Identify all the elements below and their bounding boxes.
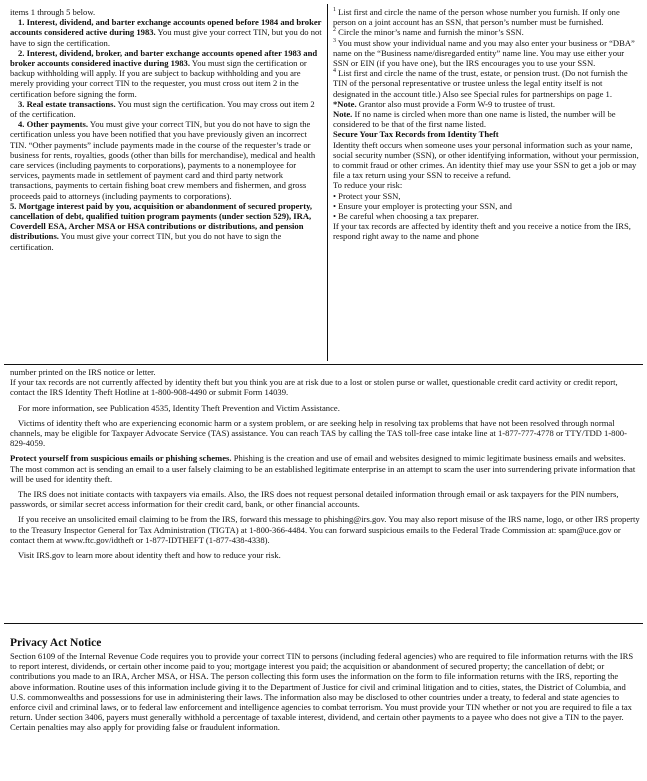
item-4-body: You must give your correct TIN, but you do not have to sign the certification unless you have been notified that you have previously given an incorrect TIN. “Other payments” include payments made in the course of the requester’s trade or business for rents, royalties, goods (other than bills for merchandise), medical and health care services (including payments to corporations), payments to a nonemployee for services, payments made in settlement of payment card and third party network transactions, payments to certain fishing boat crew members and fishermen, and gross proceeds paid to attorneys (including payments to corporations). [10, 119, 316, 201]
note-name-label: Note. [333, 109, 353, 120]
footnote-4-text: List first and circle the name of the trust, estate, or pension trust. (Do not furnish the TIN of the personal representative or trustee unless the legal entity itself is not designated in the account title.) Also see Special rules for partnerships on page 1. [333, 68, 628, 99]
item-3-body: You must sign the certification. You may cross out item 2 of the certification. [10, 98, 315, 120]
item-4-heading: 4. Other payments. [18, 119, 89, 130]
publication-paragraph: For more information, see Publication 4535, Identity Theft Prevention and Victim Assistance. [18, 402, 340, 413]
footnote-3 [333, 38, 641, 69]
privacy-body: Section 6109 of the Internal Revenue Code requires you to provide your correct TIN to persons (including federal agencies) who are required to file information returns with the IRS to report interest, dividends, or certain other income paid to you; mortgage interest you paid; the acquisition or abandonment of secured property; the cancellation of debt; or contributions you made to an IRA, Archer MSA, or HSA. The person collecting this form uses the information on the form to file information returns with the IRS, reporting the above information. Routine uses of this information include giving it to the Department of Justice for civil and criminal litigation and to cities, states, the District of Columbia, and U.S. commonwealths and possessions for use in administering their laws. The information also may be disclosed to other countries under a treaty, to federal and state agencies to enforce civil and criminal laws, or to federal law enforcement and intelligence agencies to combat terrorism. You must provide your TIN whether or not you are required to file a tax return. Under section 3406, payers must generally withhold a percentage of taxable interest, dividend, and certain other payments to a payee who does not give a TIN to the payer. Certain penalties may also apply for providing false or fraudulent information. [10, 651, 634, 733]
secure-records-body: Identity theft occurs when someone uses your personal information such as your name, social security number (SSN), or other identifying information, without your permission, to commit fraud or other crimes. An identity thief may use your SSN to get a job or may file a tax return using your SSN to receive a refund. [333, 139, 639, 181]
item-2-body: You must sign the certification or backup withholding will apply. If you are subject to backup withholding and you are merely providing your correct TIN to the requester, you must cross out item 2 in the certification before signing the form. [10, 58, 307, 99]
report-phishing-paragraph: If you receive an unsolicited email claiming to be from the IRS, forward this message to phishing@irs.gov. You may also report misuse of the IRS name, logo, or other IRS property to the Treasury Inspector General for Tax Administration (TIGTA) at 1-800-366-4484. You can forward suspicious emails to the Federal Trade Commission at: spam@uce.gov or contact them at www.ftc.gov/idtheft or 1-877-IDTHEFT (1-877-438-4338). [10, 514, 640, 545]
item-3 [10, 99, 323, 119]
item-1-body: You must give your correct TIN, but you do not have to sign the certification. [10, 27, 322, 48]
intro-text: items 1 through 5 below. [10, 7, 96, 17]
continuation-line: number printed on the IRS notice or letter. [10, 367, 156, 377]
note-grantor [333, 99, 641, 109]
note-grantor-label: *Note. [333, 98, 357, 109]
section-divider-top [4, 364, 643, 365]
identity-theft-affected-text: If your tax records are affected by identity theft and you receive a notice from the IRS, respond right away to the name and phone [333, 221, 631, 242]
footnote-2-text: Circle the minor’s name and furnish the minor’s SSN. [338, 27, 524, 38]
item-1-heading: 1. Interest, dividend, and barter exchange accounts opened before 1984 and broker accounts considered active during 1983. [10, 17, 322, 38]
left-column [10, 7, 323, 252]
item-2-heading: 2. Interest, dividend, broker, and barter exchange accounts opened after 1983 and broker accounts considered inactive during 1983. [10, 47, 318, 69]
item-3-heading: 3. Real estate transactions. [18, 98, 116, 109]
item-1 [10, 17, 323, 48]
footnote-1 [333, 7, 641, 27]
privacy-section [10, 637, 640, 733]
irs-no-email-paragraph: The IRS does not initiate contacts with taxpayers via emails. Also, the IRS does not request personal detailed information through email or ask taxpayers for the PIN numbers, passwords, or similar secret access information for their credit card, bank, or other financial accounts. [10, 489, 619, 510]
footnote-1-number: 1 [333, 7, 336, 14]
item-2 [10, 48, 323, 99]
note-name-text: If no name is circled when more than one name is listed, the number will be considered to be that of the first name listed. [333, 109, 616, 130]
footnote-3-text: You must show your individual name and you may also enter your business or “DBA” name on the “Business name/disregarded entity” name line. You may use either your SSN or EIN (if you have one), but the IRS encourages you to use your SSN. [333, 37, 635, 69]
visit-irs-paragraph: Visit IRS.gov to learn more about identity theft and how to reduce your risk. [18, 550, 281, 561]
hotline-paragraph: If your tax records are not currently affected by identity theft but you think you are at risk due to a lost or stolen purse or wallet, questionable credit card activity or credit report, contact the IRS Identity Theft Hotline at 1-800-908-4490 or submit Form 14039. [10, 377, 618, 398]
phishing-heading: Protect yourself from suspicious emails or phishing schemes. [10, 453, 232, 464]
item-4 [10, 119, 323, 201]
tas-paragraph: Victims of identity theft who are experiencing economic harm or a system problem, or are seeking help in resolving tax problems that have not been resolved through normal channels, may be eligible for Taxpayer Advocate Service (TAS) assistance. You can reach TAS by calling the TAS toll-free case intake line at 1-877-777-4778 or TTY/TDD 1-800-829-4059. [10, 417, 627, 449]
bullet-item: • Protect your SSN, [333, 191, 641, 201]
note-name [333, 109, 641, 129]
phishing-body: Phishing is the creation and use of email and websites designed to mimic legitimate business emails and websites. The most common act is sending an email to a user falsely claiming to be an established legitimate enterprise in an attempt to scam the user into surrendering private information that will be used for identity theft. [10, 453, 636, 484]
footnote-1-text: List first and circle the name of the person whose number you furnish. If only one person on a joint account has an SSN, that person’s number must be furnished. [333, 7, 620, 28]
note-grantor-text: Grantor also must provide a Form W-9 to trustee of trust. [358, 98, 556, 109]
footnote-2 [333, 27, 641, 37]
footnote-3-number: 3 [333, 37, 336, 44]
item-5-body: You must give your correct TIN, but you do not have to sign the certification. [10, 231, 282, 252]
item-5-heading: 5. Mortgage interest paid by you, acquisition or abandonment of secured property, cancellation of debt, qualified tuition program payments (under section 529), IRA, Coverdell ESA, Archer MSA or HSA contributions or distributions, and pension distributions. [10, 200, 313, 242]
bullet-item: • Ensure your employer is protecting your SSN, and [333, 201, 641, 211]
continuation-section [10, 367, 640, 565]
secure-records-title: Secure Your Tax Records from Identity Theft [333, 129, 499, 140]
right-column [333, 7, 641, 242]
footnote-4-number: 4 [333, 68, 336, 75]
footnote-2-number: 2 [333, 27, 336, 34]
phishing-paragraph [10, 453, 640, 484]
bullet-item: • Be careful when choosing a tax preparer. [333, 211, 641, 221]
column-divider [327, 4, 328, 361]
section-divider-privacy [4, 623, 643, 624]
footnote-4 [333, 68, 641, 99]
privacy-title: Privacy Act Notice [10, 637, 102, 649]
reduce-risk-label: To reduce your risk: [333, 180, 403, 191]
item-5 [10, 201, 323, 252]
